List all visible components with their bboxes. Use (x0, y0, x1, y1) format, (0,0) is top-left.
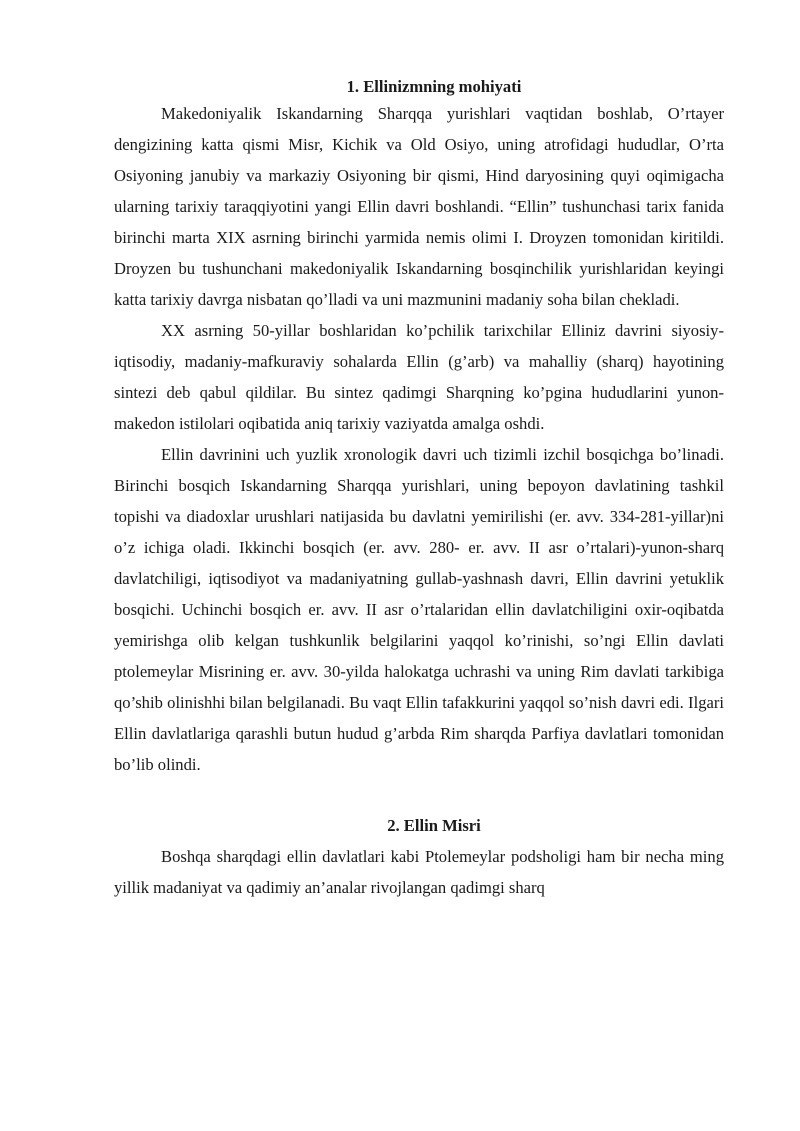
section-1-paragraph-1: Makedoniyalik Iskandarning Sharqqa yurishlari vaqtidan boshlab, O’rtayer dengizining katta qismi Misr, Kichik va Old Osiyo, uning atrofidagi hududlar, O’rta Osiyoning janubiy va markaziy Osiyoning bir qismi, Hind daryosining quyi oqimigacha ularning tarixiy taraqqiyotini yangi Ellin davri boshlandi. “Ellin” tushunchasi tarix fanida birinchi marta XIX asrning birinchi yarmida nemis olimi I. Droyzen tomonidan kiritildi. Droyzen bu tushunchani makedoniyalik Iskandarning bosqinchilik yurishlaridan keyingi katta tarixiy davrga nisbatan qo’lladi va uni mazmunini madaniy soha bilan chekladi. (114, 104, 724, 309)
section-1-heading: 1. Ellinizmning mohiyati (346, 77, 522, 96)
section-spacer (114, 780, 724, 810)
document-page (114, 76, 724, 903)
section-1-paragraph-2: XX asrning 50-yillar boshlaridan ko’pchilik tarixchilar Elliniz davrini siyosiy-iqtisodiy, madaniy-mafkuraviy sohalarda Ellin (g’arb) va mahalliy (sharq) hayotining sintezi deb qabul qildilar. Bu sintez qadimgi Sharqning ko’pgina hududlarini yunon-makedon istilolari oqibatida aniq tarixiy vaziyatda amalga oshdi. (114, 321, 724, 433)
section-2-heading: 2. Ellin Misri (387, 816, 481, 835)
section-2-paragraph-1: Boshqa sharqdagi ellin davlatlari kabi Ptolemeylar podsholigi ham bir necha ming yillik madaniyat va qadimiy an’analar rivojlangan qadimgi sharq (114, 847, 724, 897)
section-1-paragraph-3: Ellin davrinini uch yuzlik xronologik davri uch tizimli izchil bosqichga bo’linadi. Birinchi bosqich Iskandarning Sharqqa yurishlari, uning bepoyon davlatining tashkil topishi va diadoxlar urushlari natijasida bu davlatni yemirilishi (er. avv. 334-281-yillar)ni o’z ichiga oladi. Ikkinchi bosqich (er. avv. 280- er. avv. II asr o’rtalari)-yunon-sharq davlatchiligi, iqtisodiyot va madaniyatning gullab-yashnash davri, Ellin davrini yetuklik bosqichi. Uchinchi bosqich er. avv. II asr o’rtalaridan ellin davlatchiligini oxir-oqibatda yemirishga olib kelgan tushkunlik belgilarini yaqqol ko’rinishi, so’ngi Ellin davlati ptolemeylar Misrining er. avv. 30-yilda halokatga uchrashi va uning Rim davlati tarkibiga qo’shib olinishhi bilan belgilanadi. Bu vaqt Ellin tafakkurini yaqqol so’nish davri edi. Ilgari Ellin davlatlariga qarashli butun hudud g’arbda Rim sharqda Parfiya davlatlari tomonidan bo’lib olindi. (114, 445, 724, 774)
